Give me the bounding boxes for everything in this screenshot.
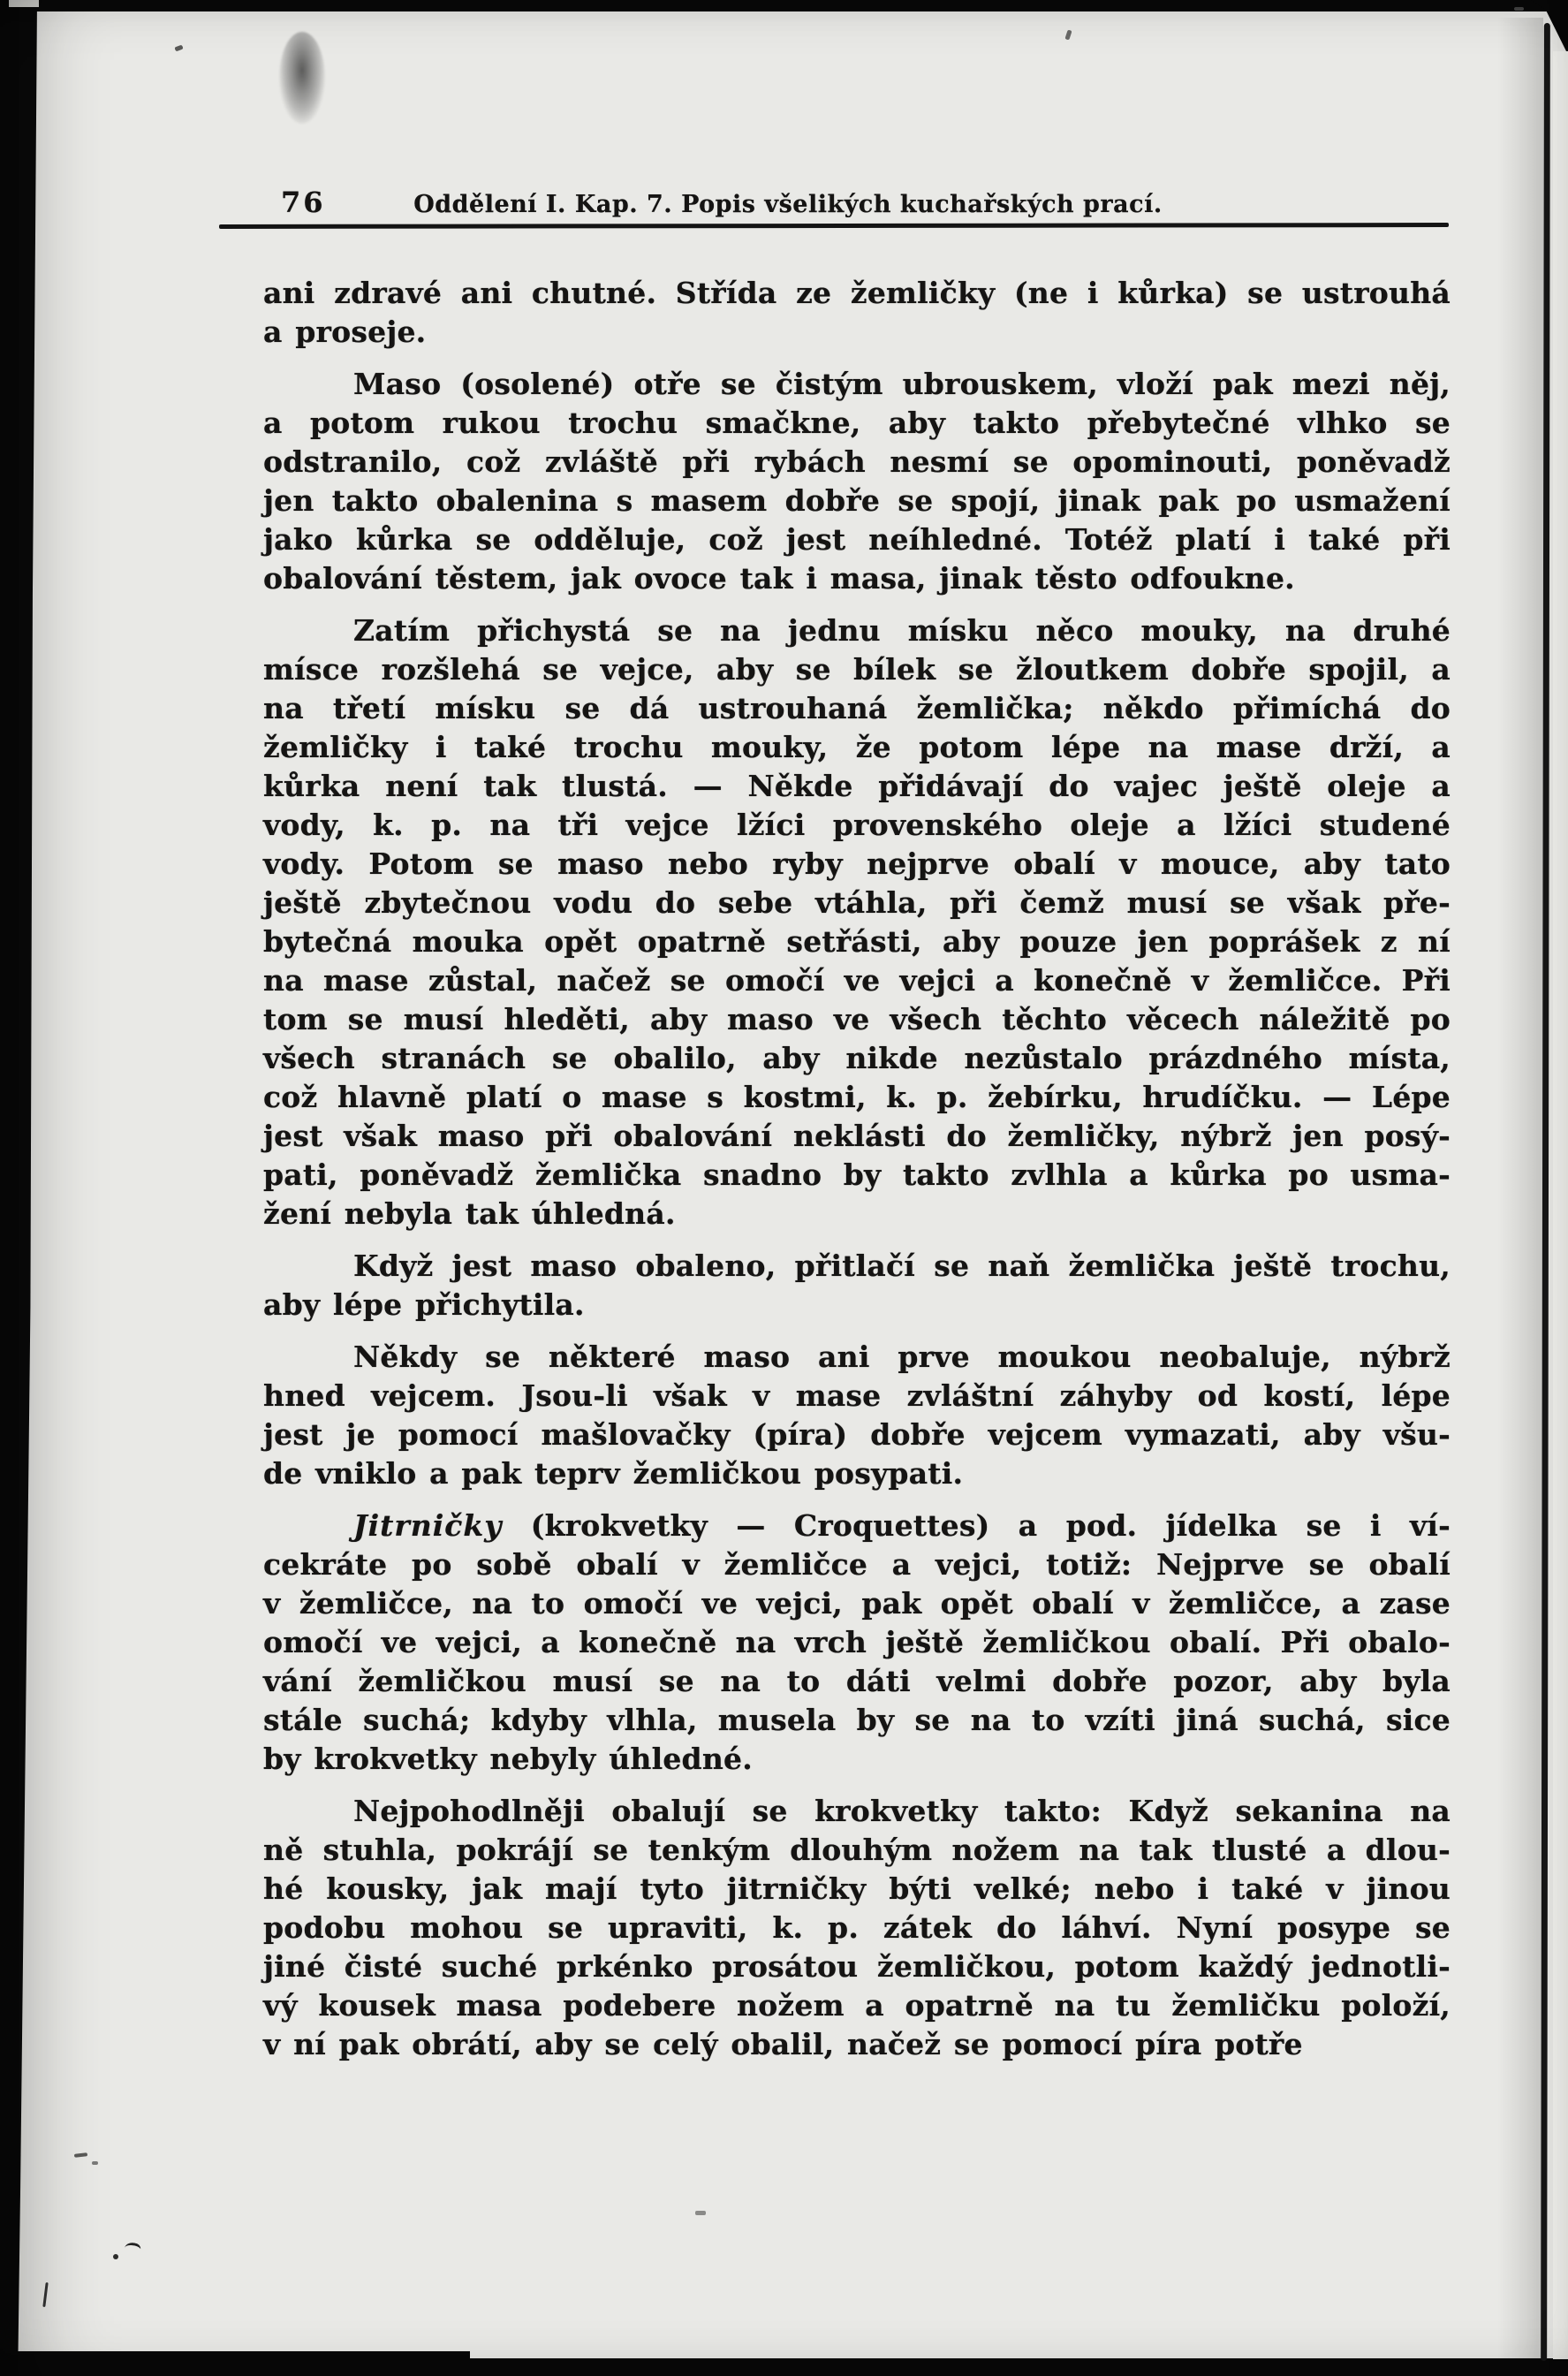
text-line: vání žemličkou musí se na to dáti velmi dobře pozor, aby byla (263, 1664, 1451, 1698)
text-line: na třetí mísku se dá ustrouhaná žemlička; někdo přimíchá do (263, 691, 1451, 725)
text-line: by krokvetky nebyly úhledné. (263, 1742, 753, 1776)
text-line: Nejpohodlněji obalují se krokvetky takto: Když sekanina na (353, 1794, 1451, 1828)
paragraph (263, 1247, 1451, 1325)
paragraph (263, 1792, 1451, 2064)
page-spine-shadow (1497, 18, 1543, 2359)
text-line: žení nebyla tak úhledná. (263, 1196, 676, 1231)
scan-border-bottom-step (0, 2351, 470, 2364)
text-line: jest však maso při obalování neklásti do žemličky, nýbrž jen posý- (263, 1119, 1451, 1153)
header-rule (219, 223, 1449, 229)
text-line: podobu mohou se upraviti, k. p. zátek do láhví. Nyní posype se (263, 1910, 1451, 1945)
italic-lead-word: Jitrničky (353, 1508, 503, 1543)
text-line: na mase zůstal, načež se omočí ve vejci a konečně v žemličce. Při (263, 963, 1451, 998)
text-line: ještě zbytečnou vodu do sebe vtáhla, při čemž musí se však pře- (263, 885, 1451, 920)
text-line: ně stuhla, pokrájí se tenkým dlouhým nožem na tak tlusté a dlou- (263, 1833, 1451, 1867)
paragraph (263, 365, 1451, 598)
paragraph (263, 1507, 1451, 1779)
text-line: hned vejcem. Jsou-li však v mase zvláštní záhyby od kostí, lépe (263, 1378, 1451, 1413)
text-line: jen takto obalenina s masem dobře se spojí, jinak pak po usmažení (263, 483, 1451, 518)
text-line: vý kousek masa podebere nožem a opatrně na tu žemličku položí, (263, 1988, 1451, 2023)
scan-speck (174, 45, 183, 52)
text-line: odstranilo, což zvláště při rybách nesmí se opominouti, poněvadž (263, 444, 1451, 479)
scan-border-top (0, 0, 1557, 11)
paragraph (263, 274, 1451, 352)
paragraph (263, 1338, 1451, 1493)
paragraph (263, 611, 1451, 1234)
text-line: a potom rukou trochu smačkne, aby takto přebytečné vlhko se (263, 406, 1451, 440)
text-line: jiné čisté suché prkénko prosátou žemličkou, potom každý jednotli- (263, 1949, 1451, 1984)
running-header: Oddělení I. Kap. 7. Popis všelikých kuchařských prací. (413, 191, 1163, 218)
text-line: vody, k. p. na tři vejce lžíci provenského oleje a lžíci studené (263, 808, 1451, 842)
scan-speck (113, 2254, 118, 2259)
scan-speck (1514, 7, 1524, 11)
text-line: de vniklo a pak teprv žemličkou posypati. (263, 1456, 964, 1491)
text-line: v ní pak obrátí, aby se celý obalil, načež se pomocí píra potře (263, 2027, 1303, 2061)
text-block (263, 274, 1451, 2064)
scan-notch-top-left (9, 0, 39, 7)
text-line: ani zdravé ani chutné. Střída ze žemličky (ne i kůrka) se ustrouhá (263, 276, 1451, 310)
text-line: Když jest maso obaleno, přitlačí se naň žemlička ještě trochu, (353, 1249, 1451, 1283)
text-line: žemličky i také trochu mouky, že potom lépe na mase drží, a (263, 730, 1451, 764)
text-line: cekráte po sobě obalí v žemličce a vejci, totiž: Nejprve se obalí (263, 1547, 1451, 1582)
text-line: Maso (osolené) otře se čistým ubrouskem, vloží pak mezi něj, (353, 367, 1451, 401)
text-line: bytečná mouka opět opatrně setřásti, aby pouze jen poprášek z ní (263, 924, 1451, 959)
scan-edge-right (1553, 51, 1568, 2359)
text-line: omočí ve vejci, a konečně na vrch ještě žemličkou obalí. Při obalo- (263, 1625, 1451, 1659)
scan-speck (74, 2152, 87, 2158)
text-line: tom se musí hleděti, aby maso ve všech těchto věcech náležitě po (263, 1002, 1451, 1036)
text-line: obalování těstem, jak ovoce tak i masa, jinak těsto odfoukne. (263, 561, 1295, 596)
text-line: pati, poněvadž žemlička snadno by takto zvlhla a kůrka po usma- (263, 1158, 1451, 1192)
text-line: Někdy se některé maso ani prve moukou neobaluje, nýbrž (353, 1340, 1451, 1374)
scan-speck (695, 2211, 706, 2215)
text-line: hé kousky, jak mají tyto jitrničky býti velké; nebo i také v jinou (263, 1871, 1451, 1906)
scan-speck (42, 2282, 48, 2307)
scan-speck (1064, 29, 1072, 40)
scan-border-left (0, 0, 37, 2376)
scan-speck (92, 2161, 98, 2165)
text-line: mísce rozšlehá se vejce, aby se bílek se žloutkem dobře spojil, a (263, 652, 1451, 687)
page-number: 76 (281, 186, 326, 219)
scan-speck (124, 2241, 142, 2257)
text-line: stále suchá; kdyby vlhla, musela by se na to vzíti jiná suchá, sice (263, 1703, 1451, 1737)
ink-stain (279, 32, 325, 124)
text-line: Jitrničky (krokvetky — Croquettes) a pod. jídelka se i ví- (353, 1508, 1451, 1543)
text-line: Zatím přichystá se na jednu mísku něco mouky, na druhé (353, 613, 1451, 648)
text-line: v žemličce, na to omočí ve vejci, pak opět obalí v žemličce, a zase (263, 1586, 1451, 1621)
text-line: aby lépe přichytila. (263, 1287, 585, 1322)
text-line: všech stranách se obalilo, aby nikde nezůstalo prázdného místa, (263, 1041, 1451, 1075)
text-line: jako kůrka se odděluje, což jest neíhledné. Totéž platí i také při (263, 522, 1451, 557)
text-line: vody. Potom se maso nebo ryby nejprve obalí v mouce, aby tato (263, 846, 1451, 881)
text-line: jest je pomocí mašlovačky (píra) dobře vejcem vymazati, aby všu- (263, 1417, 1451, 1452)
text-line: a proseje. (263, 315, 427, 349)
text-line: kůrka není tak tlustá. — Někde přidávají do vajec ještě oleje a (263, 769, 1451, 803)
text-line: což hlavně platí o mase s kostmi, k. p. žebírku, hrudíčku. — Lépe (263, 1080, 1451, 1114)
